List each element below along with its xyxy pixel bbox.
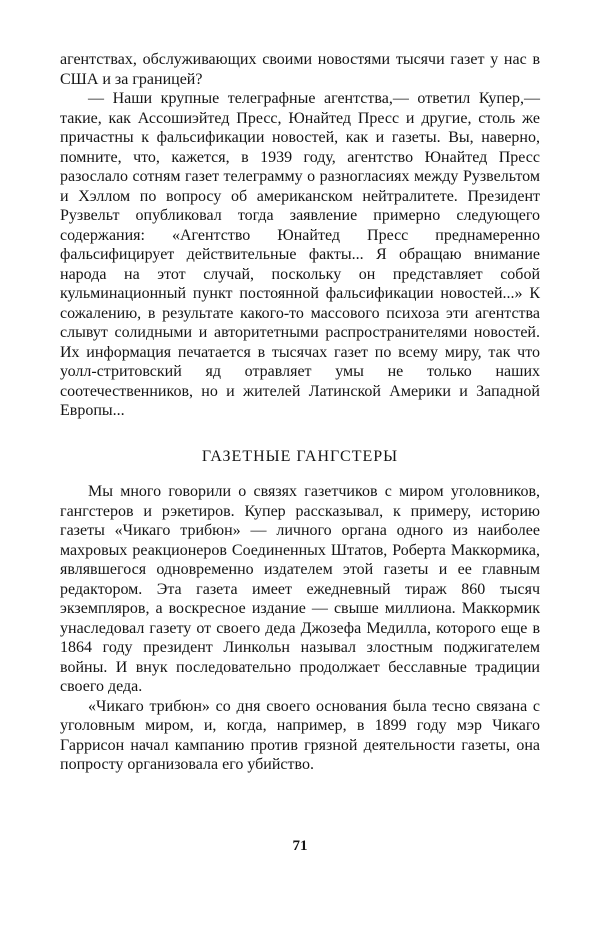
section-title: ГАЗЕТНЫЕ ГАНГСТЕРЫ [201,447,399,465]
paragraph-chicago-tribune: Мы много говорили о связях газетчиков с миром уголовников, гангстеров и рэкетиров. Купер рассказывал, к примеру, историю газеты «Чикаго трибюн» — личного органа одного из наиболее махровых реакционеров Соединенных Штатов, Роберта Маккормика, являвшегося одновременно издателем этой газеты и ее главным редактором. Эта газета имеет ежедневный тираж 860 тысяч экземпляров, а воскресное издание — свыше миллиона. Маккормик унаследовал газету от своего деда Джозефа Медилла, которого еще в 1864 году президент Линкольн называл злостным поджигателем войны. И внук последовательно продолжает бесславные традиции своего деда. [60,483,540,695]
paragraph-cooper-reply: — Наши крупные телеграфные агентства,— ответил Купер,— такие, как Ассошиэйтед Пресс, Юнайтед Пресс и другие, столь же причастны к фальсификации новостей, как и газеты. Вы, наверно, помните, что, кажется, в 1939 году, агентство Юнайтед Пресс разослало сотням газет телеграмму о разногласиях между Рузвельтом и Хэллом по вопросу об американском нейтралитете. Президент Рузвельт опубликовал тогда заявление примерно следующего содержания: «Агентство Юнайтед Пресс преднамеренно фальсифицирует действительные факты... Я обращаю внимание народа на этот случай, поскольку он представляет собой кульминационный пункт постоянной фальсификации новостей...» К сожалению, в результате какого-то массового психоза эти агентства слывут солидными и авторитетными распространителями новостей. Их информация печатается в тысячах газет по всему миру, так что уолл-стритовский яд отравляет умы не только наших соотечественников, но и жителей Латинской Америки и Западной Европы... [60,90,540,419]
paragraph-tribune-history: «Чикаго трибюн» со дня своего основания была тесно связана с уголовным миром, и, когда, например, в 1899 году мэр Чикаго Гаррисон начал кампанию против грязной деятельности газеты, она попросту организовала его убийство. [60,697,540,773]
page-number: 71 [292,838,308,854]
page-body [60,50,540,775]
paragraph-continuation: агентствах, обслуживающих своими новостями тысячи газет у нас в США и за границей? [60,51,540,88]
